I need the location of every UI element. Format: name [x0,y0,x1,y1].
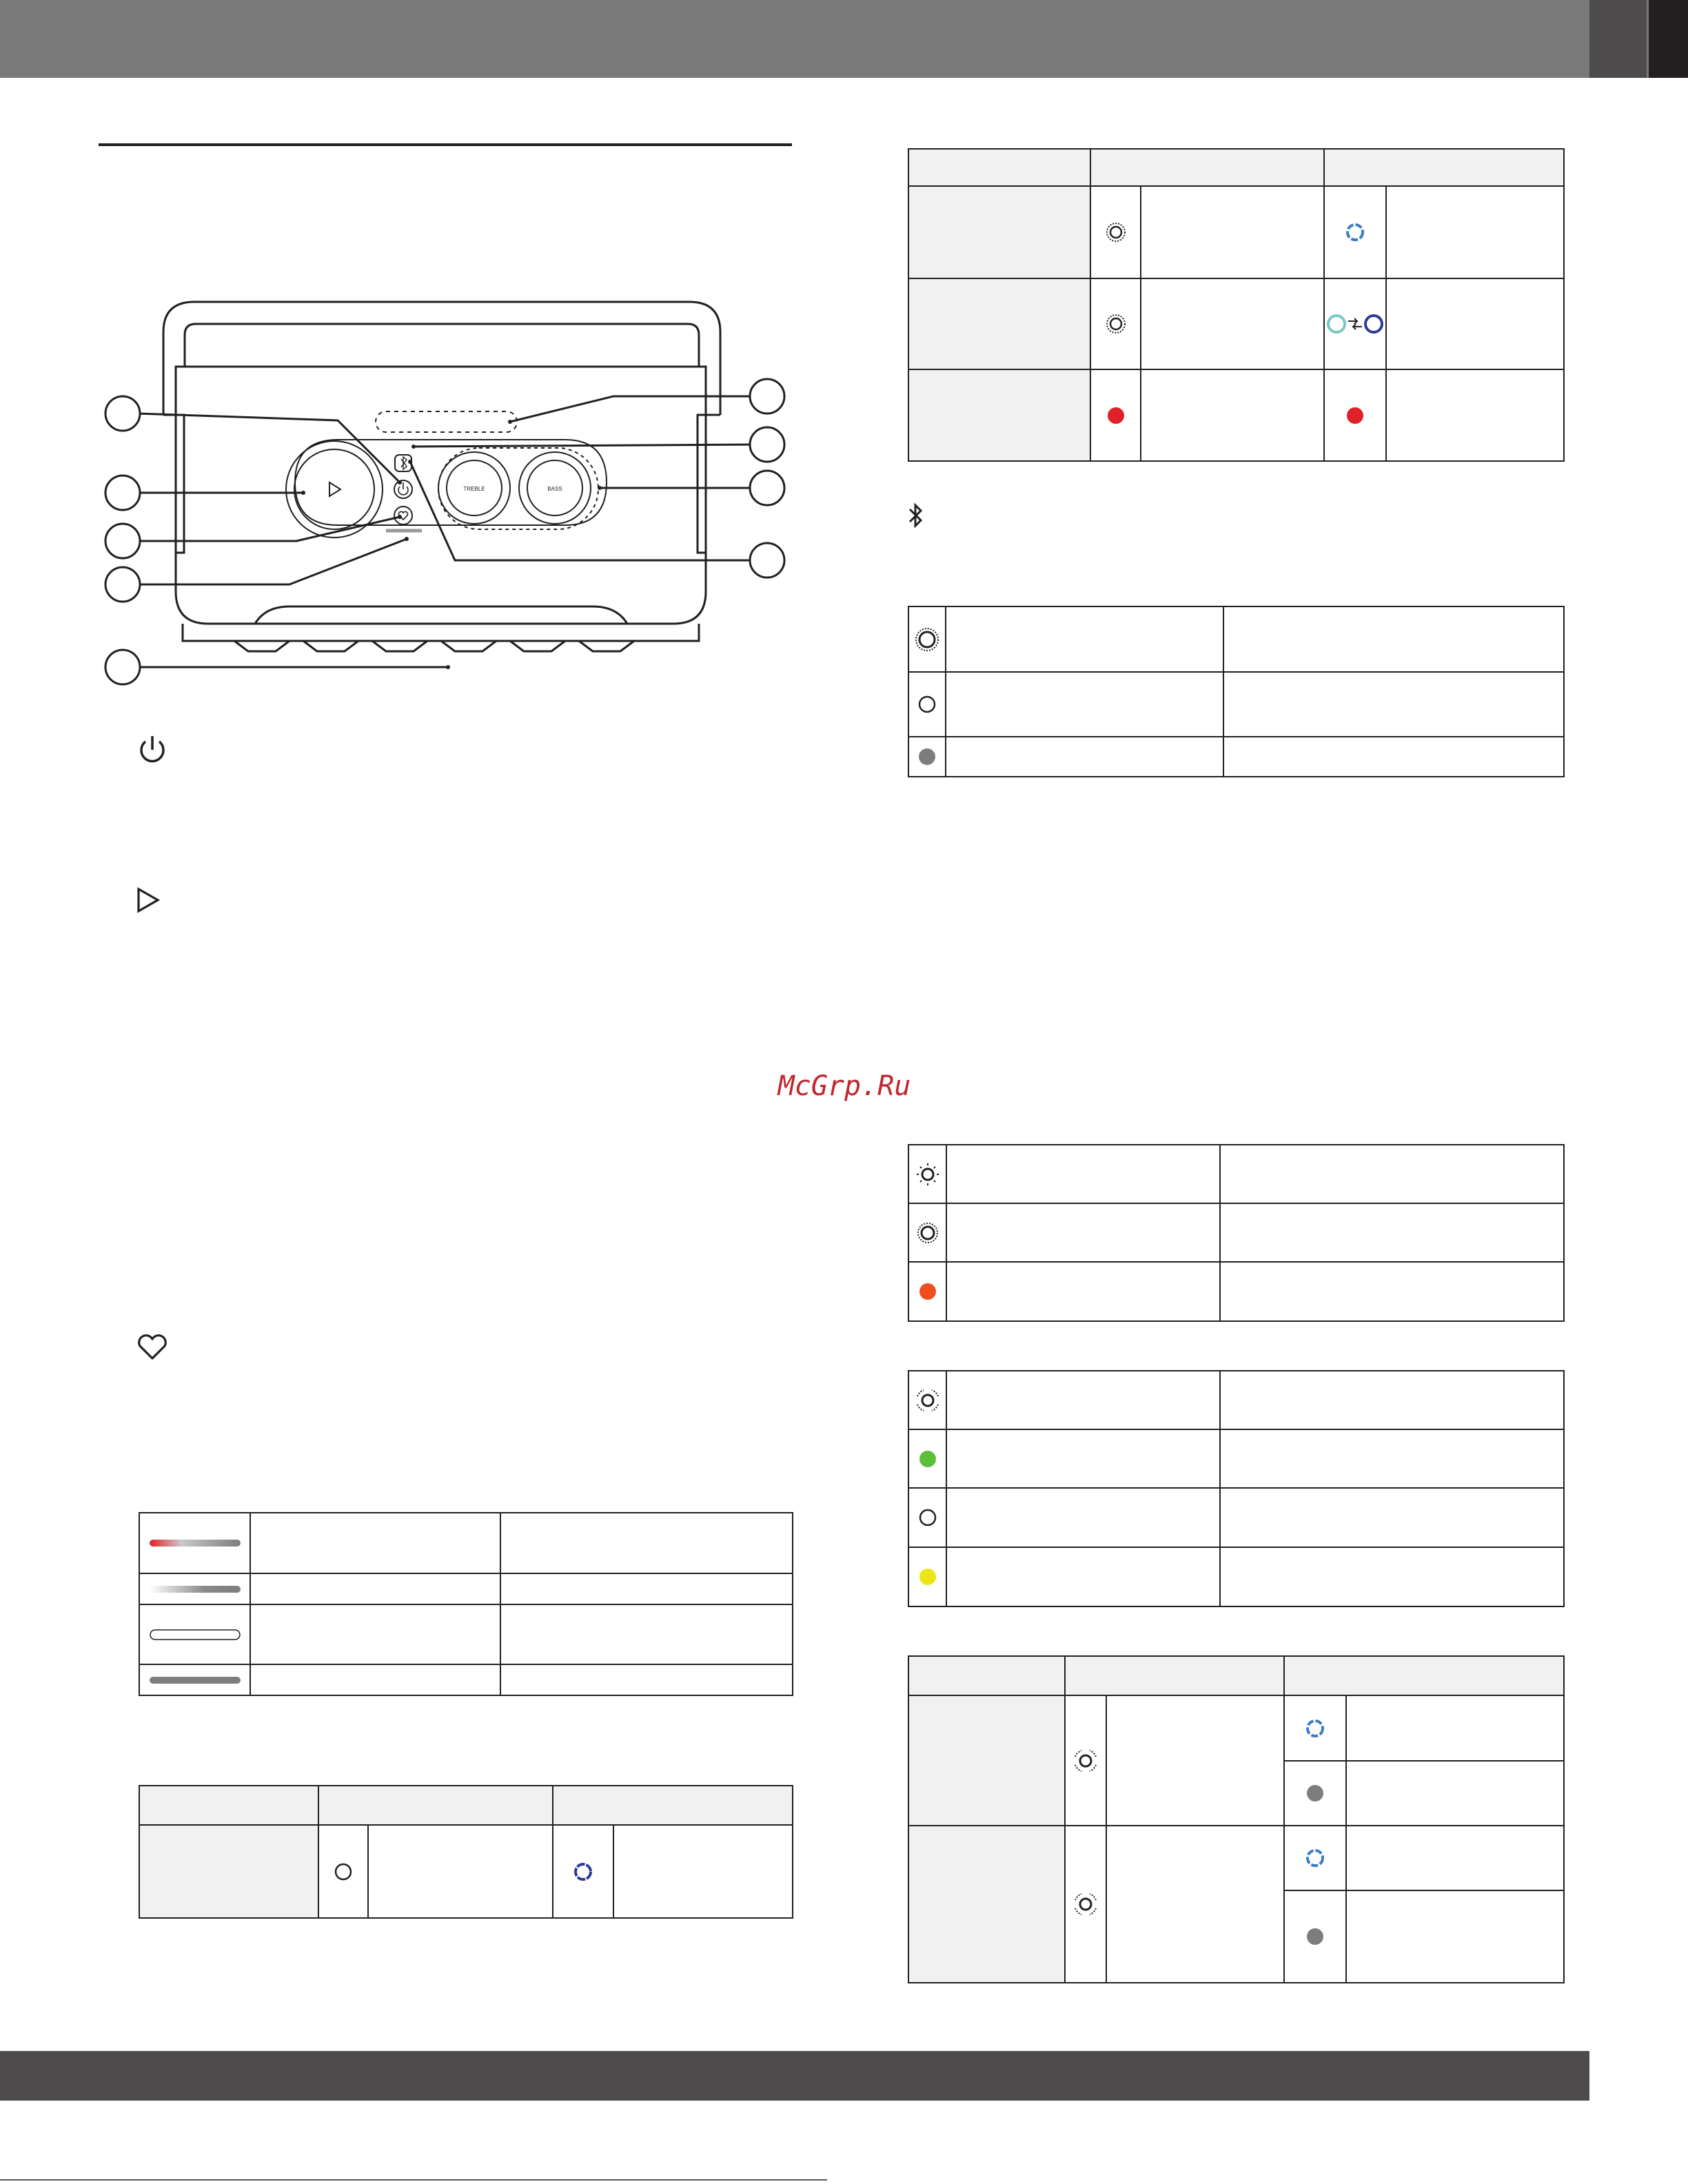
icon-cell [1284,1695,1346,1761]
icon-cell [1065,1826,1106,1983]
header-cell [553,1786,793,1825]
text-cell [250,1604,500,1664]
text-cell [946,737,1223,777]
blue-ring-icon [572,1861,594,1883]
row-label-cell [908,186,1090,278]
icon-cell [1090,186,1141,278]
text-cell [946,1262,1220,1321]
grey-dot-icon [1305,1926,1325,1947]
bottom-rule [0,2179,827,2181]
text-cell [1220,1488,1564,1547]
header-tab-dark [1649,0,1688,78]
table-bottom-left [139,1785,793,1919]
icon-cell [1324,369,1386,461]
text-cell [1141,369,1324,461]
flashing-white-icon [914,1387,942,1414]
icon-cell [139,1604,250,1664]
icon-cell [1065,1695,1106,1826]
text-cell [1386,186,1564,278]
base-arc [255,606,627,624]
callout-9 [750,543,784,578]
red-dot-icon [1345,405,1365,426]
text-cell [613,1825,793,1918]
teal-to-blue-ring-icon [1325,312,1385,336]
text-cell [946,1488,1220,1547]
icon-cell [908,1262,946,1321]
text-cell [946,1371,1220,1429]
white-ring-icon [333,1861,354,1882]
table-light-bar [139,1512,793,1696]
icon-cell [1284,1761,1346,1826]
left-strap [176,415,184,553]
text-cell [1223,606,1564,672]
icon-cell [908,1145,946,1203]
pulsing-light-icon [1105,313,1127,335]
callout-3 [105,524,140,558]
row-label-cell [908,1695,1065,1826]
text-cell [368,1825,553,1918]
bluetooth-icon [907,502,925,529]
text-cell [1223,737,1564,777]
blue-ring-icon [1304,1717,1326,1739]
icon-cell [139,1573,250,1604]
power-icon [136,733,168,765]
grey-dot-icon [917,746,937,767]
flashing-white-icon [1072,1890,1099,1918]
text-cell [500,1604,793,1664]
text-cell [1220,1371,1564,1429]
text-cell [1220,1145,1564,1203]
text-cell [1141,186,1324,278]
speaker-base [183,624,699,641]
orange-dot-icon [917,1281,938,1302]
green-dot-icon [917,1449,938,1469]
pulsing-light-icon [1105,221,1127,243]
icon-cell [1284,1890,1346,1983]
icon-cell [908,1371,946,1429]
text-cell [1106,1695,1284,1826]
icon-cell [1284,1826,1346,1890]
table-status-b [908,1370,1565,1607]
text-cell [1346,1695,1564,1761]
knob-area [438,448,598,529]
right-strap [698,415,706,553]
callout-4 [105,567,140,602]
icon-cell [908,1547,946,1606]
callout-5 [105,650,140,684]
icon-cell [1324,278,1386,369]
icon-cell [908,737,946,777]
white-ring-icon [917,1507,938,1528]
handle-inner [185,324,699,367]
icon-cell [908,1429,946,1488]
text-cell [1386,278,1564,369]
table-bottom-right [908,1655,1565,1983]
icon-cell [908,672,946,737]
text-cell [1106,1826,1284,1983]
icon-cell [1090,278,1141,369]
text-cell [250,1573,500,1604]
white-ring-icon [917,694,937,715]
text-cell [500,1573,793,1604]
flashing-white-icon [1072,1747,1099,1775]
header-cell [908,1656,1065,1695]
blue-ring-icon [1344,221,1366,243]
row-label-cell [908,369,1090,461]
callout-2 [105,476,140,510]
text-cell [1386,369,1564,461]
text-cell [1220,1262,1564,1321]
header-cell [318,1786,553,1825]
icon-cell [908,1488,946,1547]
bt-glyph [401,457,407,469]
header-bar [0,0,1688,78]
product-diagram [96,289,806,696]
handle-outline [163,302,720,415]
icon-cell [318,1825,368,1918]
blue-ring-icon [1304,1847,1326,1869]
header-cell [1324,149,1564,186]
table-status-a [908,1144,1565,1322]
row-label-cell [908,278,1090,369]
text-cell [1220,1203,1564,1262]
text-cell [946,1547,1220,1606]
heart-icon [136,1334,168,1361]
text-cell [250,1513,500,1573]
callout-7 [750,427,784,462]
svg-text:BASS: BASS [547,486,562,492]
top-light-strip [376,411,517,432]
table-bluetooth-led [908,606,1565,777]
header-cell [1065,1656,1284,1695]
icon-cell [1324,186,1386,278]
header-cell [908,149,1090,186]
row-label-cell [139,1825,318,1918]
text-cell [946,1203,1220,1262]
watermark: McGrp.Ru [777,1070,911,1102]
text-cell [500,1664,793,1695]
grey-dot-icon [1305,1783,1325,1804]
white-bar-icon [150,1629,241,1640]
text-cell [1220,1547,1564,1606]
text-cell [1346,1761,1564,1826]
text-cell [1220,1429,1564,1488]
row-label-cell [908,1826,1065,1983]
play-ring [286,441,383,538]
header-cell [1284,1656,1564,1695]
text-cell [946,606,1223,672]
text-cell [946,1429,1220,1488]
text-cell [250,1664,500,1695]
text-cell [1346,1826,1564,1890]
icon-cell [139,1664,250,1695]
heart-button-shape [394,507,412,524]
fading-grey-bar-icon [150,1584,241,1594]
text-cell [946,672,1223,737]
text-cell [946,1145,1220,1203]
callout-6 [750,379,784,414]
text-cell [1141,278,1324,369]
text-cell [1223,672,1564,737]
text-cell [1346,1890,1564,1983]
pulsing-white-icon [914,1219,942,1247]
icon-cell [908,606,946,672]
red-dot-icon [1106,405,1126,426]
header-cell [1090,149,1324,186]
icon-cell [908,1203,946,1262]
section-rule [99,143,792,146]
text-cell [500,1513,793,1573]
svg-text:TREBLE: TREBLE [463,486,485,492]
footer-bar [0,2051,1589,2101]
header-cell [139,1786,318,1825]
header-tab [1589,0,1647,78]
play-icon [136,887,160,913]
pulsing-white-icon [913,626,941,653]
icon-cell [1090,369,1141,461]
grey-bar-icon [150,1675,241,1685]
table-top-right [908,148,1565,462]
icon-cell [553,1825,613,1918]
flashing-white-icon [914,1161,942,1188]
icon-cell [139,1513,250,1573]
yellow-dot-icon [917,1566,938,1587]
callout-8 [750,471,784,505]
callout-1 [105,396,140,431]
red-grey-bar-icon [150,1538,241,1548]
